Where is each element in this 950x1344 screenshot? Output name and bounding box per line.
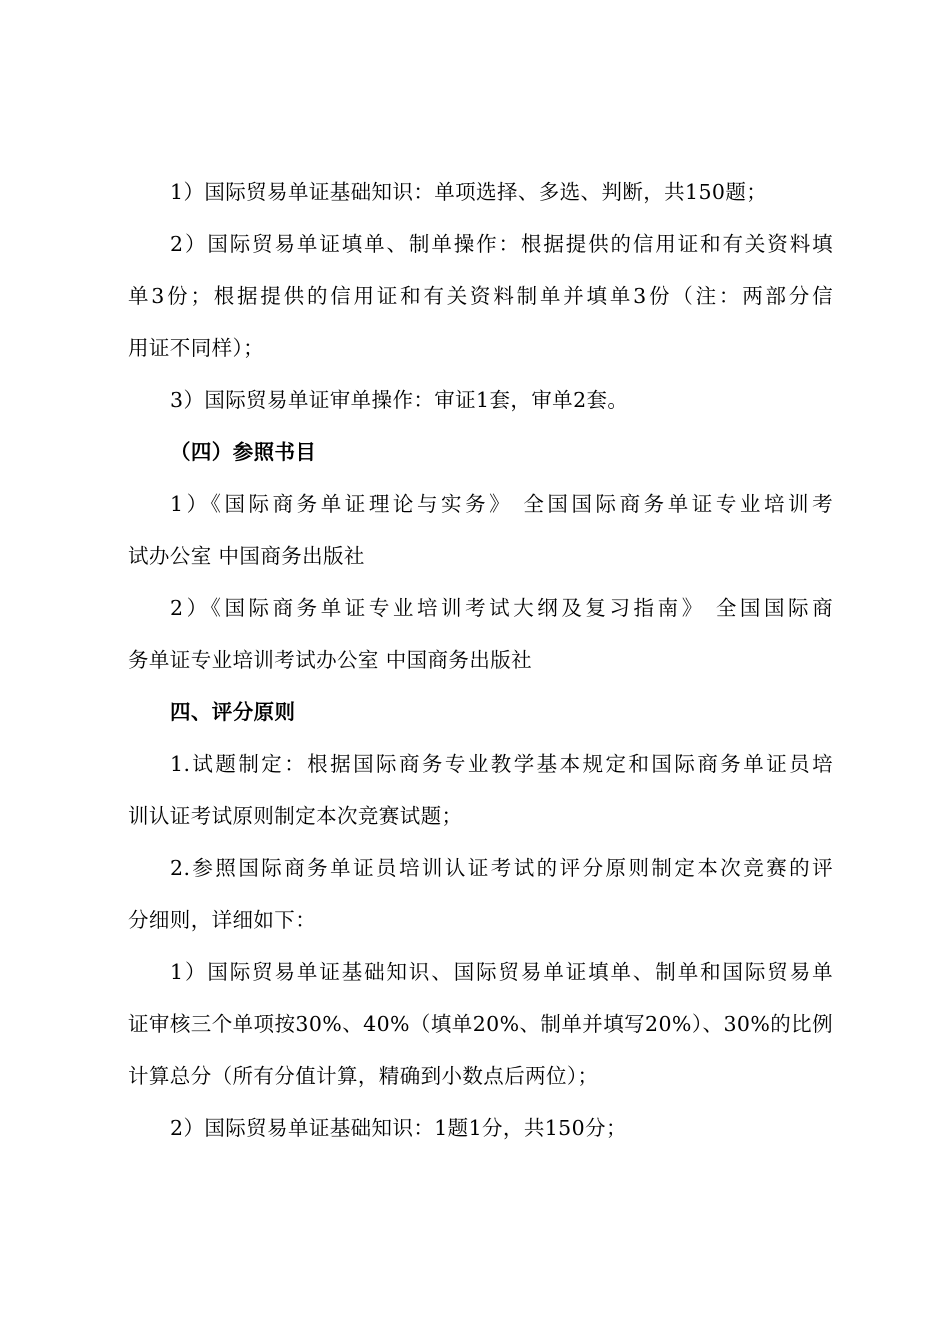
paragraph-line: 务单证专业培训考试办公室 中国商务出版社 — [128, 648, 533, 672]
paragraph-line: 试办公室 中国商务出版社 — [128, 544, 365, 568]
paragraph-line: 单3份；根据提供的信用证和有关资料制单并填单3份（注：两部分信 — [128, 284, 833, 308]
paragraph-line: 分细则，详细如下： — [128, 908, 317, 932]
paragraph-line: 2）国际贸易单证填单、制单操作：根据提供的信用证和有关资料填 — [170, 232, 833, 256]
section-heading: 四、评分原则 — [170, 700, 296, 724]
paragraph-line: 2）《国际商务单证专业培训考试大纲及复习指南》 全国国际商 — [170, 596, 833, 620]
paragraph-line: 用证不同样）； — [128, 336, 265, 360]
paragraph-line: 1）国际贸易单证基础知识、国际贸易单证填单、制单和国际贸易单 — [170, 960, 833, 984]
paragraph-line: 2）国际贸易单证基础知识：1题1分，共150分； — [170, 1116, 627, 1140]
paragraph-line: 1.试题制定：根据国际商务专业教学基本规定和国际商务单证员培 — [170, 752, 833, 776]
paragraph-line: 1）国际贸易单证基础知识：单项选择、多选、判断，共150题； — [170, 180, 768, 204]
paragraph-line: 训认证考试原则制定本次竞赛试题； — [128, 804, 463, 828]
paragraph-line: 计算总分（所有分值计算，精确到小数点后两位）； — [128, 1064, 599, 1088]
paragraph-line: 证审核三个单项按30%、40%（填单20%、制单并填写20%）、30%的比例 — [128, 1012, 833, 1036]
paragraph-line: 2.参照国际商务单证员培训认证考试的评分原则制定本次竞赛的评 — [170, 856, 833, 880]
paragraph-line: 1）《国际商务单证理论与实务》 全国国际商务单证专业培训考 — [170, 492, 833, 516]
section-heading: （四）参照书目 — [170, 440, 317, 464]
paragraph-line: 3）国际贸易单证审单操作：审证1套，审单2套。 — [170, 388, 629, 412]
